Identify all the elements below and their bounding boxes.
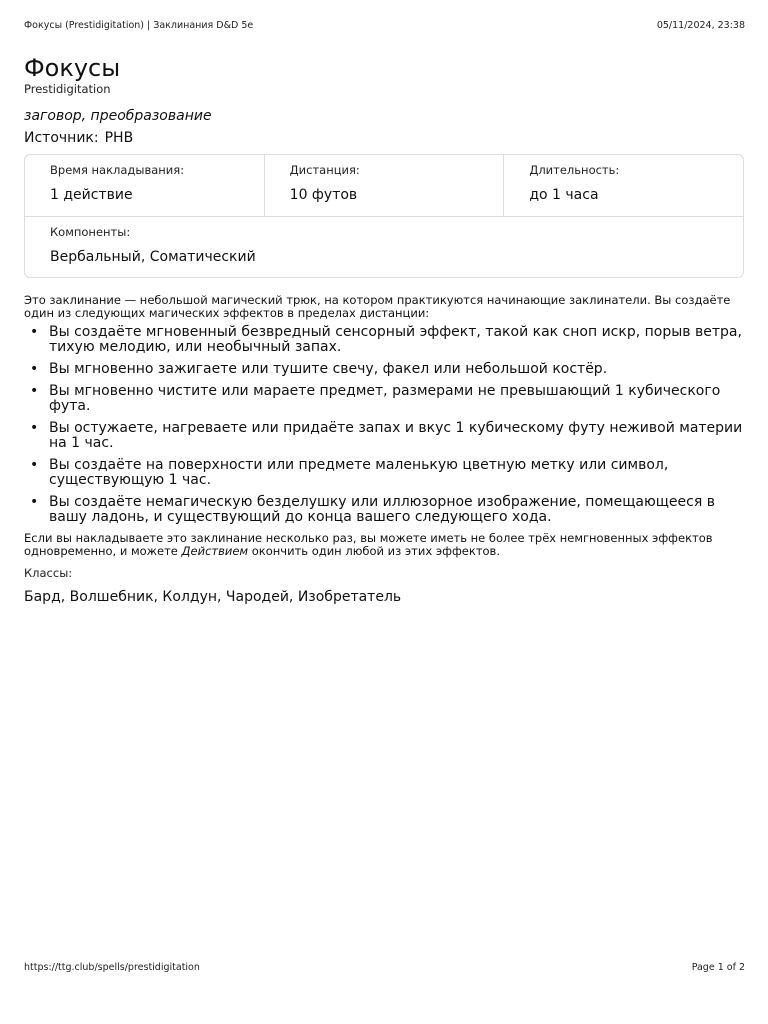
stat-value: до 1 часа — [529, 187, 599, 203]
tail-text-before: Если вы накладываете это заклинание несколько раз, вы можете иметь не более трёх немгновенных эффектов одновременно, и можете — [24, 531, 713, 558]
print-datetime: 05/11/2024, 23:38 — [656, 20, 745, 31]
effect-text: Вы создаёте мгновенный безвредный сенсорный эффект, такой как сноп искр, порыв ветра, тихую мелодию, или необычный запах. — [49, 324, 742, 355]
stat-label: Время накладывания: — [50, 163, 185, 177]
stat-range — [264, 155, 504, 216]
stat-components — [25, 217, 743, 277]
action-term: Действием — [181, 544, 249, 558]
spell-content — [24, 53, 745, 606]
spell-school: заговор, преобразование — [24, 108, 212, 124]
classes-label: Классы: — [24, 566, 73, 580]
effect-text: Вы создаёте на поверхности или предмете маленькую цветную метку или символ, существующую 1 час. — [49, 457, 669, 488]
effect-text: Вы остужаете, нагреваете или придаёте запах и вкус 1 кубическому футу неживой материи на 1 час. — [49, 420, 743, 451]
print-header — [24, 20, 745, 32]
tail-text-after: окончить один любой из этих эффектов. — [248, 544, 500, 558]
classes-value: Бард, Волшебник, Колдун, Чародей, Изобретатель — [24, 589, 402, 605]
stat-duration — [503, 155, 743, 216]
list-item — [30, 494, 745, 525]
effect-text: Вы создаёте немагическую безделушку или иллюзорное изображение, помещающееся в вашу ладонь, и существующий до конца вашего следующего хода. — [49, 494, 715, 525]
effect-text: Вы мгновенно зажигаете или тушите свечу, факел или небольшой костёр. — [49, 361, 608, 377]
source-label: Источник: — [24, 130, 99, 146]
list-item — [30, 324, 745, 355]
list-item — [30, 420, 745, 451]
spell-stats-card — [24, 154, 744, 278]
effect-text: Вы мгновенно чистите или мараете предмет, размерами не превышающий 1 кубического фута. — [49, 383, 721, 414]
spell-title-english: Prestidigitation — [24, 82, 111, 96]
list-item — [30, 361, 745, 377]
stat-label: Дистанция: — [289, 163, 360, 177]
print-footer — [24, 962, 745, 974]
bullet-icon: • — [30, 361, 39, 377]
stat-value: 1 действие — [50, 187, 133, 203]
stats-row-bottom — [25, 217, 743, 277]
bullet-icon: • — [30, 324, 39, 340]
stats-row-top — [25, 155, 743, 217]
source-line — [24, 129, 745, 147]
page-number: Page 1 of 2 — [691, 962, 745, 973]
stat-label: Компоненты: — [50, 225, 131, 239]
spell-title: Фокусы — [24, 54, 121, 82]
stat-casting-time — [25, 155, 264, 216]
list-item — [30, 383, 745, 414]
print-url: https://ttg.club/spells/prestidigitation — [24, 962, 200, 973]
bullet-icon: • — [30, 457, 39, 473]
list-item — [30, 457, 745, 488]
print-doc-title: Фокусы (Prestidigitation) | Заклинания D&D 5e — [24, 20, 254, 31]
bullet-icon: • — [30, 494, 39, 510]
effects-list — [24, 325, 745, 525]
spell-description-tail — [24, 532, 745, 558]
stat-value: 10 футов — [289, 187, 358, 203]
stat-value: Вербальный, Соматический — [50, 249, 256, 265]
stat-label: Длительность: — [529, 163, 620, 177]
bullet-icon: • — [30, 383, 39, 399]
bullet-icon: • — [30, 420, 39, 436]
spell-description-intro: Это заклинание — небольшой магический трюк, на котором практикуются начинающие заклинатели. Вы создаёте один из следующих магических эффектов в пределах дистанции: — [24, 293, 731, 320]
source-value: PHB — [104, 130, 134, 146]
